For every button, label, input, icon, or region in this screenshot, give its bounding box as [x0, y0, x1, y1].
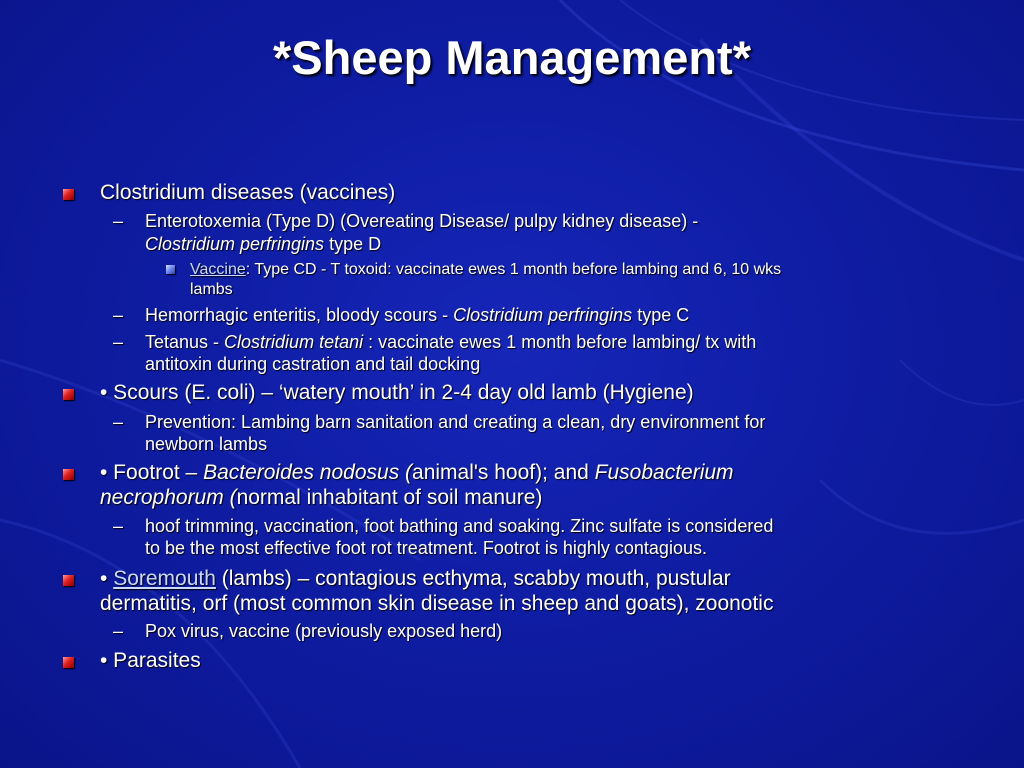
footrot-heading: • Footrot – Bacteroides nodosus (animal's hoof); and Fusobacterium: [100, 461, 734, 484]
prevention-line: Prevention: Lambing barn sanitation and creating a clean, dry environment for: [145, 412, 766, 432]
dash-bullet: –: [113, 621, 124, 641]
parasites-heading: • Parasites: [100, 649, 201, 672]
hoof-trimming-line: hoof trimming, vaccination, foot bathing and soaking. Zinc sulfate is considered: [145, 516, 774, 536]
clostridium-heading: Clostridium diseases (vaccines): [100, 181, 396, 204]
vaccine-link[interactable]: Vaccine: [190, 261, 246, 278]
red-square-bullet-icon: [63, 469, 74, 480]
dash-bullet: –: [113, 516, 124, 536]
prevention-line-2: newborn lambs: [145, 434, 268, 454]
red-square-bullet-icon: [63, 657, 74, 668]
hoof-trimming-line-2: to be the most effective foot rot treatment. Footrot is highly contagious.: [145, 538, 707, 558]
soremouth-heading: • Soremouth (lambs) – contagious ecthyma, scabby mouth, pustular: [100, 567, 731, 590]
blue-square-bullet-icon: [166, 265, 175, 274]
scours-heading: • Scours (E. coli) – ‘watery mouth’ in 2-4 day old lamb (Hygiene): [100, 381, 694, 404]
red-square-bullet-icon: [63, 575, 74, 586]
vaccine-line-2: lambs: [190, 281, 233, 298]
footrot-heading-2: necrophorum (normal inhabitant of soil manure): [100, 486, 543, 509]
hemorrhagic-line: Hemorrhagic enteritis, bloody scours - Clostridium perfringins type C: [145, 305, 690, 325]
soremouth-heading-2: dermatitis, orf (most common skin disease in sheep and goats), zoonotic: [100, 592, 774, 615]
dash-bullet: –: [113, 332, 124, 352]
slide-title: *Sheep Management*: [273, 31, 751, 84]
dash-bullet: –: [113, 211, 124, 231]
vaccine-line: Vaccine: Type CD - T toxoid: vaccinate ewes 1 month before lambing and 6, 10 wks: [190, 261, 782, 278]
enterotoxemia-line: Enterotoxemia (Type D) (Overeating Disease/ pulpy kidney disease) -: [145, 211, 699, 231]
tetanus-line: Tetanus - Clostridium tetani : vaccinate ewes 1 month before lambing/ tx with: [145, 332, 757, 352]
tetanus-line-2: antitoxin during castration and tail docking: [145, 354, 481, 374]
red-square-bullet-icon: [63, 189, 74, 200]
dash-bullet: –: [113, 412, 124, 432]
enterotoxemia-line-2: Clostridium perfringins type D: [145, 234, 382, 254]
pox-virus-line: Pox virus, vaccine (previously exposed herd): [145, 621, 503, 641]
soremouth-link[interactable]: Soremouth: [113, 567, 216, 590]
dash-bullet: –: [113, 305, 124, 325]
red-square-bullet-icon: [63, 389, 74, 400]
